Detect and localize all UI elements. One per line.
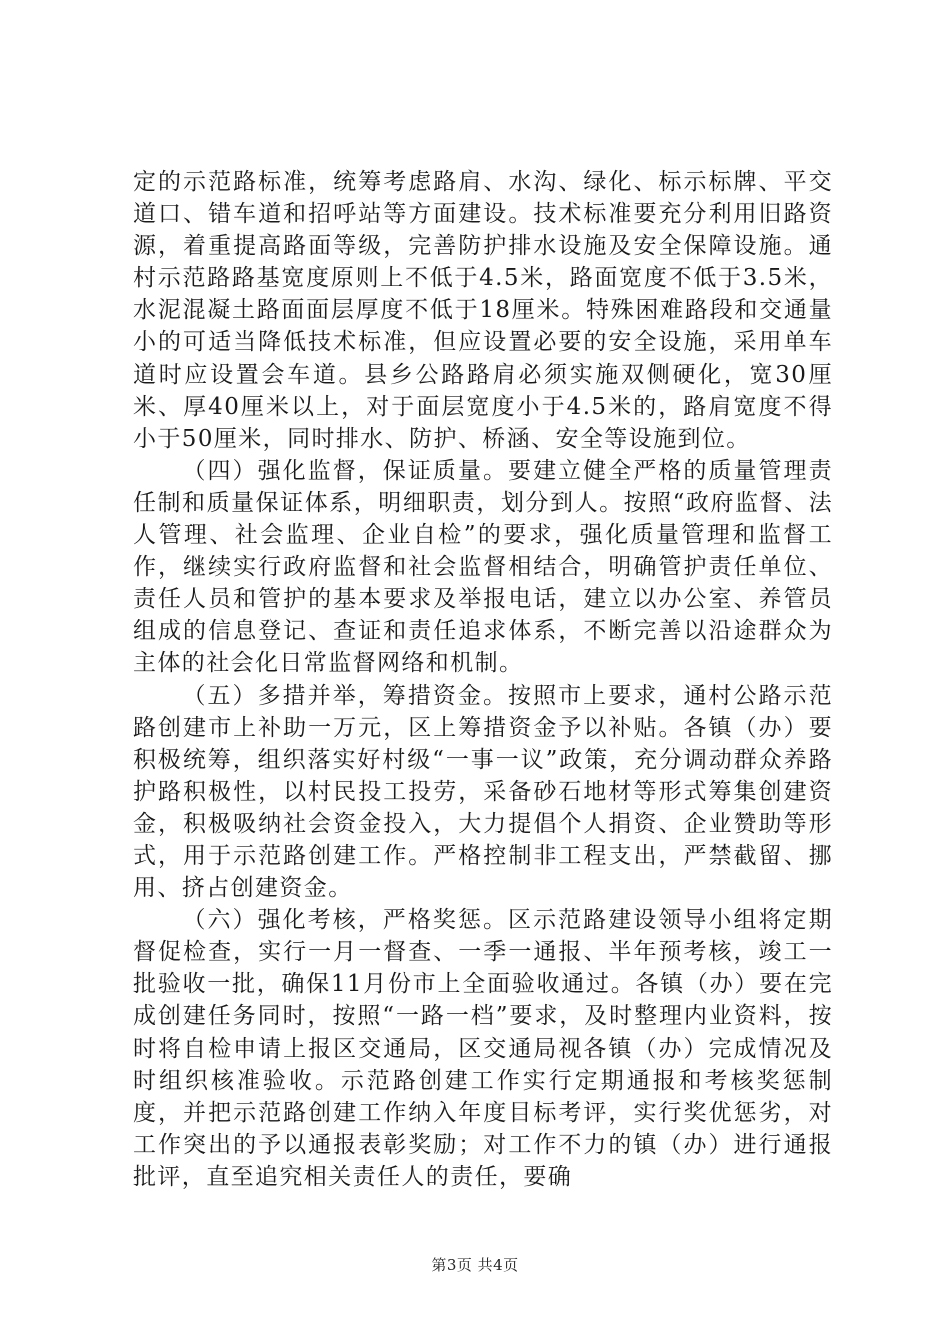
document-body bbox=[133, 166, 833, 1193]
paragraph-funding: （五）多措并举，筹措资金。按照市上要求，通村公路示范路创建市上补助一万元，区上筹措资金予以补贴。各镇（办）要积极统筹，组织落实好村级“一事一议”政策，充分调动群众养路护路积极性，以村民投工投劳，采备砂石地材等形式筹集创建资金，积极吸纳社会资金投入，大力提倡个人捐资、企业赞助等形式，用于示范路创建工作。严格控制非工程支出，严禁截留、挪用、挤占创建资金。 bbox=[133, 682, 833, 902]
paragraph-supervision-quality: （四）强化监督，保证质量。要建立健全严格的质量管理责任制和质量保证体系，明细职责，划分到人。按照“政府监督、法人管理、社会监理、企业自检”的要求，强化质量管理和监督工作，继续实行政府监督和社会监督相结合，明确管护责任单位、责任人员和管护的基本要求及举报电话，建立以办公室、养管员组成的信息登记、查证和责任追求体系，不断完善以沿途群众为主体的社会化日常监督网络和机制。 bbox=[133, 457, 833, 677]
paragraph-assessment: （六）强化考核，严格奖惩。区示范路建设领导小组将定期督促检查，实行一月一督查、一季一通报、半年预考核，竣工一批验收一批，确保11月份市上全面验收通过。各镇（办）要在完成创建任务同时，按照“一路一档”要求，及时整理内业资料，按时将自检申请上报区交通局，区交通局视各镇（办）完成情况及时组织核准验收。示范路创建工作实行定期通报和考核奖惩制度，并把示范路创建工作纳入年度目标考评，实行奖优惩劣，对工作突出的予以通报表彰奖励；对工作不力的镇（办）进行通报批评，直至追究相关责任人的责任，要确 bbox=[133, 907, 833, 1190]
paragraph-road-standards: 定的示范路标准，统筹考虑路肩、水沟、绿化、标示标牌、平交道口、错车道和招呼站等方面建设。技术标准要充分利用旧路资源，着重提高路面等级，完善防护排水设施及安全保障设施。通村示范路路基宽度原则上不低于4.5米，路面宽度不低于3.5米，水泥混凝土路面面层厚度不低于18厘米。特殊困难路段和交通量小的可适当降低技术标准，但应设置必要的安全设施，采用单车道时应设置会车道。县乡公路路肩必须实施双侧硬化，宽30厘米、厚40厘米以上，对于面层宽度小于4.5米的，路肩宽度不得小于50厘米，同时排水、防护、桥涵、安全等设施到位。 bbox=[133, 169, 833, 452]
page-footer: 第3页 共4页 bbox=[431, 1256, 519, 1274]
